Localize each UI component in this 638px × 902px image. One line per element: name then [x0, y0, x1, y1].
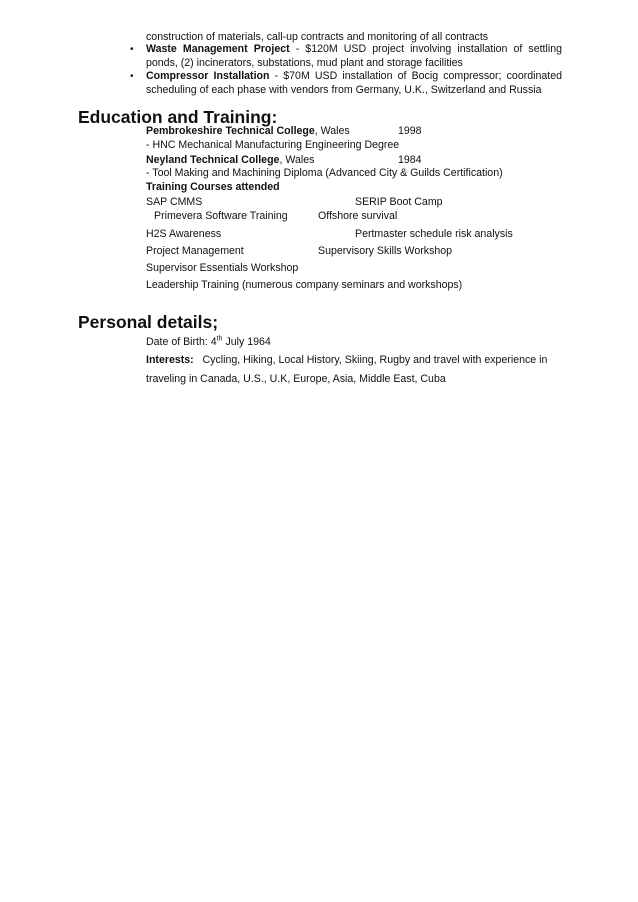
school2-degree: - Tool Making and Machining Diploma (Advanced City & Guilds Certification)	[146, 167, 503, 179]
school1-location: , Wales	[314, 125, 350, 137]
course-item: Leadership Training (numerous company seminars and workshops)	[146, 279, 463, 291]
project-text: - $120M USD project involving installation of settling ponds, (2) incinerators, substations, mud plant and storage facilities	[146, 43, 562, 69]
course-item: Project Management	[146, 245, 244, 257]
course-item: H2S Awareness	[146, 228, 222, 240]
course-item: Pertmaster schedule risk analysis	[355, 228, 513, 240]
personal-heading: Personal details;	[78, 312, 219, 332]
dob-label: Date of Birth: 4	[146, 336, 217, 348]
dob-rest: July 1964	[222, 336, 271, 348]
bullet-icon: •	[130, 71, 134, 82]
project-item	[130, 70, 562, 97]
project-list	[130, 43, 562, 97]
interests-line-1	[146, 354, 547, 368]
course-item: Supervisor Essentials Workshop	[146, 262, 299, 274]
interests-line-2: traveling in Canada, U.S., U.K, Europe, Asia, Middle East, Cuba	[146, 373, 446, 385]
courses-heading: Training Courses attended	[146, 181, 280, 193]
dob-suffix: th	[216, 335, 223, 343]
school1-year: 1998	[398, 125, 422, 137]
project-name: Waste Management Project	[146, 43, 290, 55]
project-text: - $70M USD installation of Bocig compressor; coordinated scheduling of each phase with vendors from Germany, U.K., Switzerland and Russia	[146, 70, 563, 96]
school2-location: , Wales	[279, 154, 315, 166]
school1-line	[146, 125, 350, 139]
intro-line: construction of materials, call-up contracts and monitoring of all contracts	[146, 31, 489, 43]
school1-name: Pembrokeshire Technical College	[146, 125, 315, 137]
school1-degree: - HNC Mechanical Manufacturing Engineering Degree	[146, 139, 400, 151]
school2-year: 1984	[398, 154, 422, 166]
course-item: SERIP Boot Camp	[355, 196, 443, 208]
date-of-birth	[146, 336, 271, 350]
course-item: Supervisory Skills Workshop	[318, 245, 453, 257]
bullet-icon: •	[130, 44, 134, 55]
school2-name: Neyland Technical College	[146, 154, 280, 166]
education-heading: Education and Training:	[78, 107, 278, 127]
school2-line	[146, 154, 314, 168]
course-item: Offshore survival	[318, 210, 398, 222]
course-item: Primevera Software Training	[154, 210, 288, 222]
interests-text: Cycling, Hiking, Local History, Skiing, Rugby and travel with experience in	[202, 354, 548, 366]
course-item: SAP CMMS	[146, 196, 203, 208]
interests-label: Interests:	[146, 354, 194, 366]
project-item	[130, 43, 562, 70]
project-name: Compressor Installation	[146, 70, 270, 82]
